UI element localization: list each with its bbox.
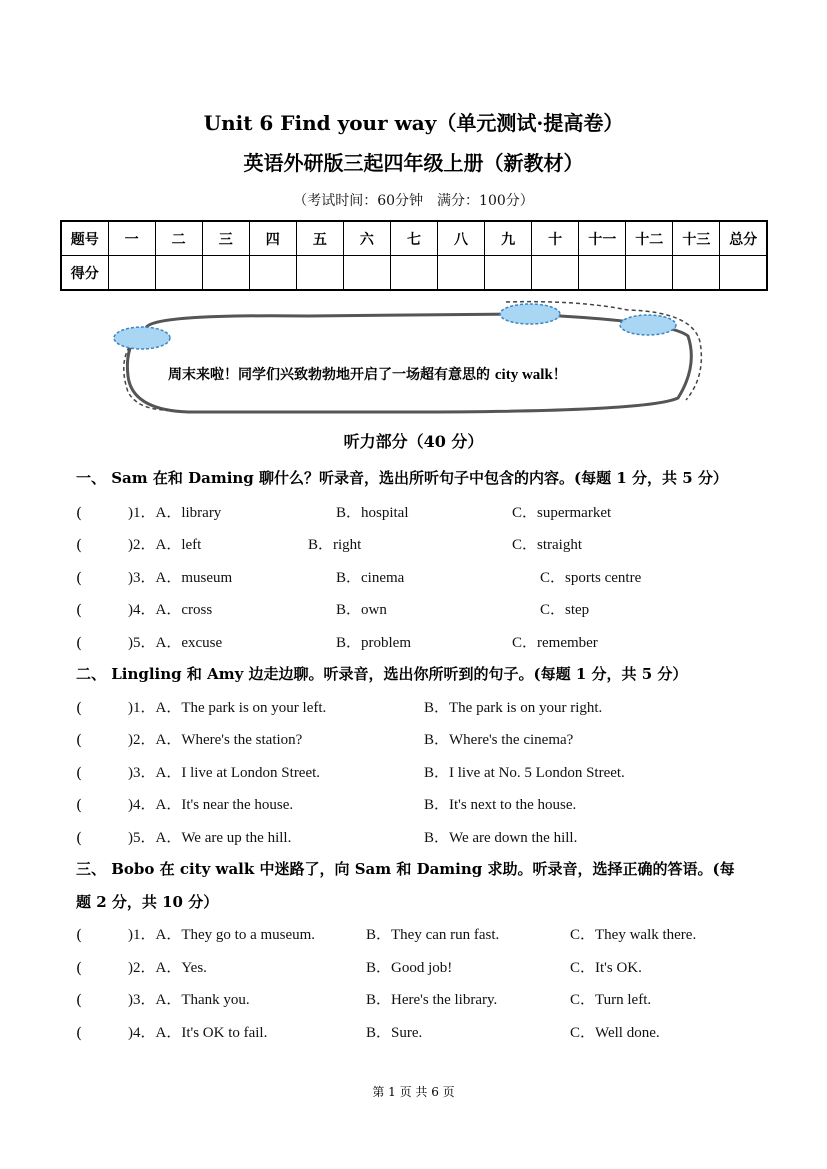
option-b: B．The park is on your right. (424, 700, 603, 716)
score-blank[interactable] (390, 256, 437, 291)
option-a: )5．A．excuse (128, 635, 223, 651)
document-title: Unit 6 Find your way（单元测试·提高卷） (203, 111, 624, 135)
score-cell: 六 (343, 221, 390, 256)
score-blank[interactable] (485, 256, 532, 291)
score-cell: 四 (249, 221, 296, 256)
score-blank[interactable] (343, 256, 390, 291)
answer-blank[interactable]: ( (76, 634, 82, 652)
option-b: B．Good job! (366, 960, 453, 976)
section2-heading: 二、 Lingling 和 Amy 边走边聊。听录音，选出你所听到的句子。(每题 1 分，共 5 分） (76, 665, 688, 683)
score-cell: 总分 (720, 221, 767, 256)
answer-blank[interactable]: ( (76, 764, 82, 782)
answer-blank[interactable]: ( (76, 601, 82, 619)
section1-heading: 一、 Sam 在和 Daming 聊什么？听录音，选出所听句子中包含的内容。(每题 1 分，共 5 分） (76, 469, 728, 487)
answer-blank[interactable]: ( (76, 926, 82, 944)
option-a: )5．A．We are up the hill. (128, 830, 292, 846)
option-a: )4．A．cross (128, 602, 213, 618)
option-a: )4．A．It's near the house. (128, 797, 294, 813)
option-b: B．They can run fast. (366, 927, 500, 943)
answer-blank[interactable]: ( (76, 569, 82, 587)
cloud-icon (500, 304, 560, 324)
option-a: )4．A．It's OK to fail. (128, 1025, 268, 1041)
option-b: B．problem (336, 635, 411, 651)
document-subtitle: 英语外研版三起四年级上册（新教材） (243, 151, 584, 175)
option-b: B．Sure. (366, 1025, 423, 1041)
score-blank[interactable] (155, 256, 202, 291)
answer-blank[interactable]: ( (76, 536, 82, 554)
score-blank[interactable] (720, 256, 767, 291)
score-cell: 三 (202, 221, 249, 256)
option-c: C．Turn left. (570, 992, 652, 1008)
option-c: C．Well done. (570, 1025, 660, 1041)
option-a: )2．A．Yes. (128, 960, 207, 976)
answer-blank[interactable]: ( (76, 991, 82, 1009)
score-cell: 一 (108, 221, 155, 256)
score-table-score-row (61, 256, 767, 291)
answer-blank[interactable]: ( (76, 796, 82, 814)
score-blank[interactable] (673, 256, 720, 291)
score-blank[interactable] (108, 256, 155, 291)
score-table-header-row (61, 221, 767, 256)
option-b: B．It's next to the house. (424, 797, 577, 813)
cloud-icon (114, 327, 170, 349)
option-c: C．straight (512, 537, 582, 553)
option-a: )1．A．library (128, 505, 222, 521)
option-c: C．They walk there. (570, 927, 697, 943)
answer-blank[interactable]: ( (76, 959, 82, 977)
option-c: C．remember (512, 635, 598, 651)
option-c: C．step (540, 602, 590, 618)
option-b: B．I live at No. 5 London Street. (424, 765, 625, 781)
cloud-icon (620, 315, 676, 335)
section3-heading: 三、 Bobo 在 city walk 中迷路了，向 Sam 和 Daming 求助。听录音，选择正确的答语。(每 (76, 860, 735, 878)
option-b: B．hospital (336, 505, 409, 521)
score-cell: 十二 (626, 221, 673, 256)
score-blank[interactable] (438, 256, 485, 291)
option-a: )3．A．museum (128, 570, 233, 586)
score-table (60, 220, 768, 291)
answer-blank[interactable]: ( (76, 1024, 82, 1042)
option-b: B．Here's the library. (366, 992, 498, 1008)
option-c: C．supermarket (512, 505, 612, 521)
option-a: )2．A．left (128, 537, 202, 553)
option-b: B．right (308, 537, 362, 553)
option-b: B．cinema (336, 570, 405, 586)
score-cell: 七 (390, 221, 437, 256)
score-cell: 二 (155, 221, 202, 256)
score-cell: 十三 (673, 221, 720, 256)
option-c: C．sports centre (540, 570, 642, 586)
page-footer: 第 1 页 共 6 页 (372, 1085, 455, 1099)
score-blank[interactable] (202, 256, 249, 291)
option-a: )2．A．Where's the station? (128, 732, 303, 748)
option-b: B．own (336, 602, 387, 618)
banner-frame (108, 296, 708, 420)
score-blank[interactable] (532, 256, 579, 291)
section3-heading-cont: 题 2 分，共 10 分） (76, 893, 219, 911)
score-cell: 十 (532, 221, 579, 256)
answer-blank[interactable]: ( (76, 829, 82, 847)
score-cell: 九 (485, 221, 532, 256)
score-blank[interactable] (579, 256, 626, 291)
banner-outline (127, 314, 691, 412)
score-cell: 五 (296, 221, 343, 256)
score-blank[interactable] (249, 256, 296, 291)
answer-blank[interactable]: ( (76, 699, 82, 717)
banner-text: 周末来啦！同学们兴致勃勃地开启了一场超有意思的 city walk！ (168, 367, 567, 383)
option-b: B．We are down the hill. (424, 830, 578, 846)
option-b: B．Where's the cinema? (424, 732, 574, 748)
score-cell: 题号 (61, 221, 108, 256)
option-a: )3．A．I live at London Street. (128, 765, 321, 781)
score-blank[interactable] (626, 256, 673, 291)
score-cell: 十一 (579, 221, 626, 256)
option-a: )3．A．Thank you. (128, 992, 250, 1008)
option-a: )1．A．They go to a museum. (128, 927, 316, 943)
exam-info: （考试时间：60分钟 满分：100分） (293, 193, 534, 209)
score-row-label: 得分 (61, 256, 108, 291)
answer-blank[interactable]: ( (76, 731, 82, 749)
score-cell: 八 (438, 221, 485, 256)
option-a: )1．A．The park is on your left. (128, 700, 327, 716)
score-blank[interactable] (296, 256, 343, 291)
answer-blank[interactable]: ( (76, 504, 82, 522)
option-c: C．It's OK. (570, 960, 642, 976)
listening-section-title: 听力部分（40 分） (343, 432, 484, 451)
